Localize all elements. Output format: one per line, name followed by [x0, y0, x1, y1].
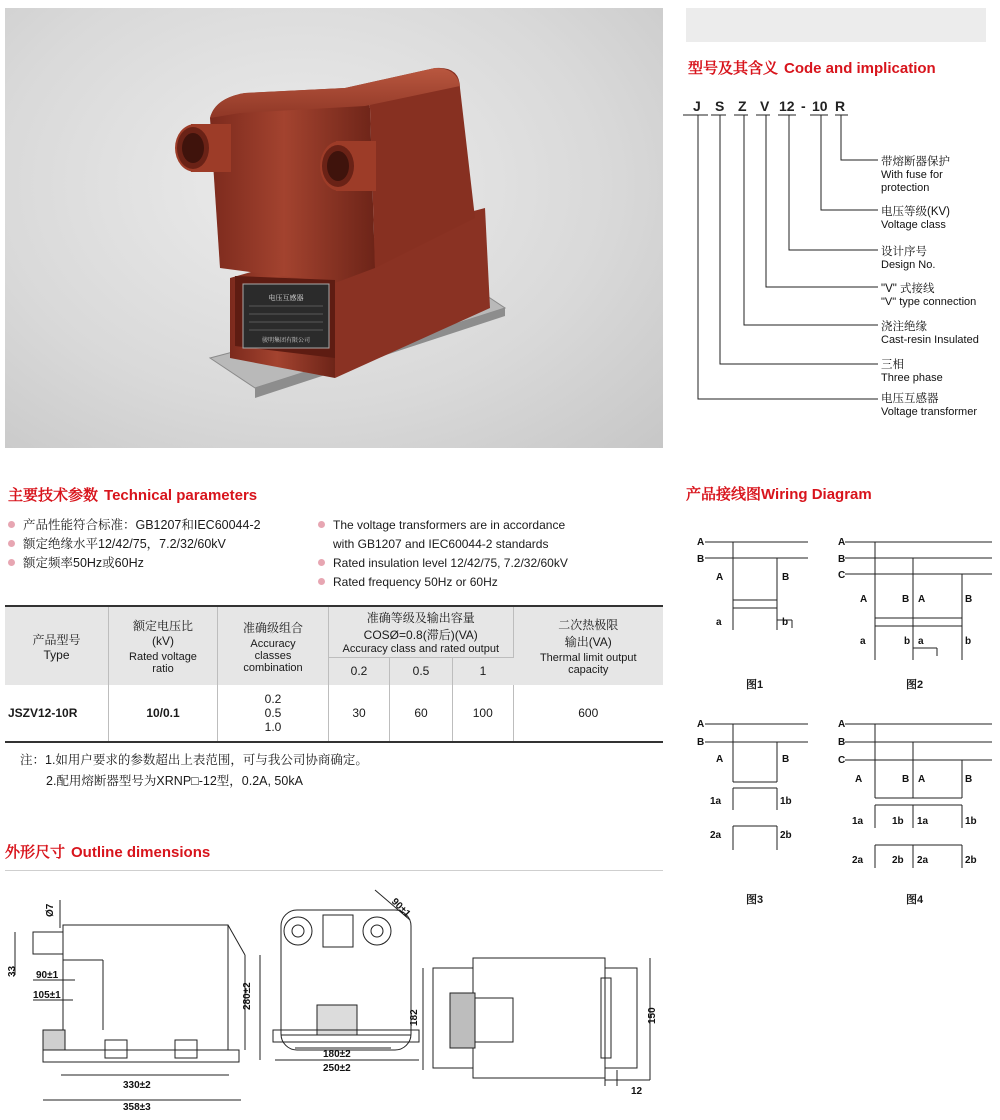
svg-text:A: A	[918, 594, 926, 605]
meaning-en: Design No.	[881, 259, 936, 271]
bullet-en-1: The voltage transformers are in accordance	[318, 516, 568, 535]
cell-thermal: 600	[578, 706, 599, 720]
dim-d280: 280±2	[242, 982, 253, 1010]
bullet-cn-3: 额定频率50Hz或60Hz	[8, 554, 261, 573]
svg-text:a: a	[860, 636, 866, 647]
meaning-cn: "V" 式接线	[881, 283, 935, 295]
svg-text:B: B	[697, 737, 705, 748]
svg-text:B: B	[965, 594, 973, 605]
params-table-wrap	[5, 605, 663, 743]
svg-text:B: B	[965, 774, 973, 785]
code-title-en: Code and implication	[784, 60, 936, 77]
svg-text:A: A	[855, 774, 863, 785]
svg-text:a: a	[716, 617, 722, 628]
svg-text:1a: 1a	[917, 816, 929, 827]
wiring-title	[686, 483, 872, 504]
th-thermal: 二次热极限 输出(VA) Thermal limit output capacity	[513, 607, 663, 685]
bullet-dot-icon	[318, 521, 325, 528]
svg-text:A: A	[716, 754, 724, 765]
nameplate-maker: 骏明集团有限公司	[261, 338, 311, 344]
dim-d12: 12	[631, 1086, 643, 1097]
svg-text:A: A	[697, 719, 705, 730]
svg-text:B: B	[697, 554, 705, 565]
product-photo	[5, 8, 663, 448]
cell-out-1: 100	[453, 685, 514, 741]
fig-4-label: 图4	[906, 894, 924, 906]
code-letter-dash: -	[801, 98, 806, 114]
svg-text:C: C	[838, 570, 846, 581]
cell-out-02: 30	[329, 685, 390, 741]
bullet-dot-icon	[8, 559, 15, 566]
cell-ratio: 10/0.1	[109, 685, 218, 741]
params-bullets-en	[318, 516, 568, 592]
svg-text:2a: 2a	[917, 855, 929, 866]
svg-text:A: A	[716, 572, 724, 583]
dim-d150: 150	[647, 1007, 658, 1024]
svg-text:A: A	[838, 719, 846, 730]
meaning-en: Three phase	[881, 372, 943, 384]
params-title	[8, 484, 257, 505]
th-type: 产品型号 Type	[5, 607, 109, 685]
nameplate-title: 电压互感器	[268, 295, 304, 302]
code-meaning-2	[881, 206, 950, 232]
th-ratio: 额定电压比 (kV) Rated voltage ratio	[109, 607, 218, 685]
svg-text:2b: 2b	[780, 830, 792, 841]
svg-text:C: C	[838, 755, 846, 766]
svg-text:1a: 1a	[852, 816, 864, 827]
svg-text:1b: 1b	[965, 816, 977, 827]
params-title-cn: 主要技术参数	[8, 487, 99, 504]
svg-text:1b: 1b	[892, 816, 904, 827]
svg-text:A: A	[838, 537, 846, 548]
dim-d105: 105±1	[33, 990, 61, 1001]
code-letter-r: R	[835, 98, 846, 114]
meaning-en: Voltage class	[881, 219, 946, 231]
code-title-cn: 型号及其含义	[688, 60, 779, 77]
dim-d250: 250±2	[323, 1063, 351, 1074]
fig-1-label: 图1	[746, 679, 764, 691]
meaning-en: Cast-resin Insulated	[881, 334, 979, 346]
dim-d182: 182	[409, 1009, 420, 1026]
bullet-en-3: Rated frequency 50Hz or 60Hz	[318, 573, 568, 592]
code-letter-10: 10	[812, 98, 828, 114]
svg-text:B: B	[782, 572, 790, 583]
code-meaning-7	[881, 393, 977, 419]
meaning-en: "V" type connection	[881, 296, 977, 308]
code-letter-v: V	[760, 98, 770, 114]
code-connector-lines	[680, 110, 880, 410]
outline-title	[5, 841, 210, 862]
svg-text:B: B	[782, 754, 790, 765]
dim-d90: 90±1	[36, 970, 59, 981]
svg-text:a: a	[918, 636, 924, 647]
th-out-1: 1	[453, 657, 514, 685]
svg-text:2a: 2a	[852, 855, 864, 866]
svg-text:b: b	[782, 617, 789, 628]
bullet-en-1b: with GB1207 and IEC60044-2 standards	[333, 537, 549, 551]
svg-text:2b: 2b	[892, 855, 904, 866]
code-letter-z: Z	[738, 98, 747, 114]
dim-d330: 330±2	[123, 1080, 151, 1091]
svg-text:1a: 1a	[710, 796, 722, 807]
meaning-cn: 电压互感器	[881, 393, 939, 405]
bullet-cn-2: 额定绝缘水平12/42/75，7.2/32/60kV	[8, 535, 261, 554]
meaning-cn: 带熔断器保护	[881, 156, 950, 168]
table-row	[5, 685, 663, 741]
top-banner	[686, 8, 986, 42]
th-out-05: 0.5	[390, 657, 453, 685]
wiring-title-en: Wiring Diagram	[761, 486, 872, 503]
meaning-cn: 电压等级(KV)	[881, 206, 950, 218]
note-2: 2.配用熔断器型号为XRNP□-12型，0.2A, 50kA	[46, 774, 303, 788]
dim-d7: Ø7	[45, 903, 56, 917]
outline-title-en: Outline dimensions	[71, 844, 211, 861]
wiring-diagrams	[680, 520, 995, 920]
svg-text:A: A	[918, 774, 926, 785]
bullet-dot-icon	[318, 578, 325, 585]
svg-text:A: A	[697, 537, 705, 548]
th-accuracy: 准确级组合 Accuracy classes combination	[218, 607, 329, 685]
transformer-illustration	[5, 8, 663, 448]
code-letter-j: J	[693, 98, 701, 114]
bullet-cn-1: 产品性能符合标准：GB1207和IEC60044-2	[8, 516, 261, 535]
svg-text:2a: 2a	[710, 830, 722, 841]
code-meaning-3	[881, 246, 935, 272]
cell-type: JSZV12-10R	[5, 685, 109, 741]
bullet-dot-icon	[318, 559, 325, 566]
bullet-dot-icon	[8, 521, 15, 528]
th-output: 准确等级及输出容量 COSØ=0.8(滞后)(VA) Accuracy class and rated output	[329, 607, 514, 657]
code-letter-s: S	[715, 98, 725, 114]
code-meaning-5	[881, 321, 979, 347]
meaning-en: With fuse for protection	[881, 169, 943, 194]
code-meaning-4	[881, 283, 976, 309]
dim-d358: 358±3	[123, 1102, 151, 1112]
code-letter-12: 12	[779, 98, 795, 114]
note-1: 注：1.如用户要求的参数超出上表范围，可与我公司协商确定。	[20, 753, 368, 767]
outline-separator	[5, 870, 663, 871]
bullet-en-2: Rated insulation level 12/42/75, 7.2/32/60kV	[318, 554, 568, 573]
cell-out-05: 60	[390, 685, 453, 741]
svg-text:B: B	[838, 554, 846, 565]
params-title-en: Technical parameters	[104, 487, 258, 504]
svg-text:2b: 2b	[965, 855, 977, 866]
svg-text:B: B	[902, 774, 910, 785]
dim-d33: 33	[7, 965, 18, 977]
outline-title-cn: 外形尺寸	[5, 844, 66, 861]
meaning-cn: 浇注绝缘	[881, 321, 927, 333]
code-meaning-6	[881, 359, 943, 385]
meaning-en: Voltage transformer	[881, 406, 977, 418]
meaning-cn: 设计序号	[881, 246, 927, 258]
fig-3-label: 图3	[746, 894, 764, 906]
fig-2-label: 图2	[906, 679, 924, 691]
svg-text:b: b	[904, 636, 911, 647]
meaning-cn: 三相	[881, 359, 904, 371]
params-table	[5, 607, 663, 741]
svg-text:b: b	[965, 636, 972, 647]
cell-accuracy: 0.2 0.5 1.0	[218, 685, 329, 741]
bullet-dot-icon	[8, 540, 15, 547]
wiring-title-cn: 产品接线图	[686, 486, 762, 503]
th-out-02: 0.2	[329, 657, 390, 685]
code-meaning-1	[881, 156, 976, 195]
svg-text:B: B	[902, 594, 910, 605]
code-title	[688, 57, 936, 78]
svg-text:A: A	[860, 594, 868, 605]
dim-d90b: 90±1	[388, 896, 413, 920]
outline-drawings	[5, 880, 665, 1112]
params-bullets-cn	[8, 516, 261, 573]
dim-d180: 180±2	[323, 1049, 351, 1060]
svg-text:1b: 1b	[780, 796, 792, 807]
svg-text:B: B	[838, 737, 846, 748]
